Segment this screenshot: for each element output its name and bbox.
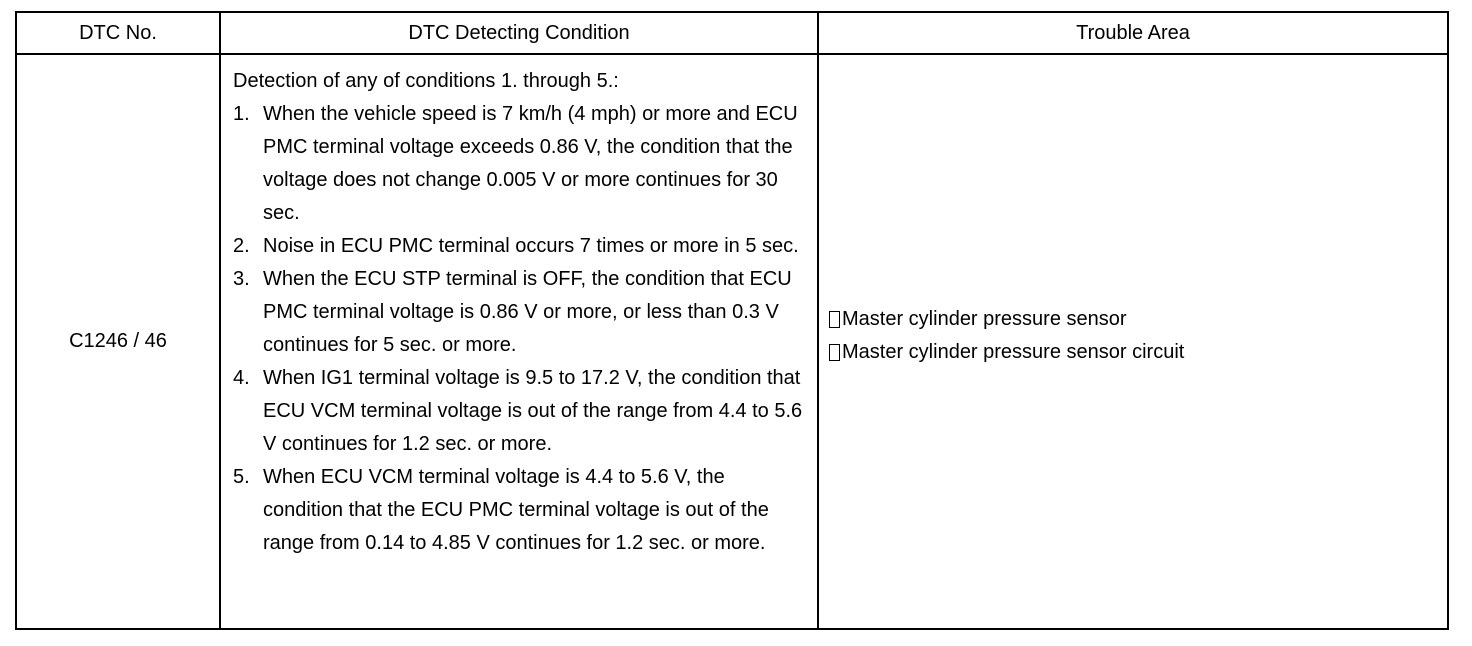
trouble-area-cell — [818, 54, 1448, 629]
trouble-area-item — [829, 303, 1447, 336]
condition-number: 4. — [233, 367, 250, 389]
checkbox-box-icon — [829, 311, 840, 328]
condition-number: 2. — [233, 235, 250, 257]
trouble-area-text: Master cylinder pressure sensor circuit — [842, 340, 1185, 363]
dtc-code-cell: C1246 / 46 — [16, 54, 220, 629]
condition-item — [233, 362, 805, 461]
header-detecting-condition: DTC Detecting Condition — [220, 12, 818, 54]
header-dtc-no: DTC No. — [16, 12, 220, 54]
condition-item — [233, 461, 805, 560]
dtc-table — [15, 11, 1449, 630]
table-body — [16, 54, 1448, 629]
checkbox-box-icon — [829, 344, 840, 361]
trouble-area-list — [829, 303, 1447, 369]
condition-item — [233, 98, 805, 230]
header-row — [16, 12, 1448, 54]
condition-intro: Detection of any of conditions 1. through 5.: — [233, 70, 619, 92]
table-row — [16, 54, 1448, 629]
condition-text: When the ECU STP terminal is OFF, the condition that ECU PMC terminal voltage is 0.86 V or more, or less than 0.3 V continues for 5 sec. or more. — [263, 268, 792, 356]
header-trouble-area: Trouble Area — [818, 12, 1448, 54]
condition-list — [233, 98, 805, 560]
condition-item — [233, 263, 805, 362]
detecting-condition-cell — [220, 54, 818, 629]
condition-number: 3. — [233, 268, 250, 290]
trouble-area-text: Master cylinder pressure sensor — [842, 307, 1127, 330]
trouble-area-item — [829, 336, 1447, 369]
condition-item — [233, 230, 805, 263]
condition-text: When IG1 terminal voltage is 9.5 to 17.2 V, the condition that ECU VCM terminal voltage is out of the range from 4.4 to 5.6 V continues for 1.2 sec. or more. — [263, 367, 803, 455]
condition-text: Noise in ECU PMC terminal occurs 7 times or more in 5 sec. — [263, 235, 799, 257]
condition-number: 1. — [233, 103, 250, 125]
condition-text: When the vehicle speed is 7 km/h (4 mph) or more and ECU PMC terminal voltage exceeds 0.86 V, the condition that the voltage does not change 0.005 V or more continues for 30 sec. — [263, 103, 798, 224]
condition-text: When ECU VCM terminal voltage is 4.4 to 5.6 V, the condition that the ECU PMC terminal voltage is out of the range from 0.14 to 4.85 V continues for 1.2 sec. or more. — [263, 466, 769, 554]
condition-number: 5. — [233, 466, 250, 488]
table-header — [16, 12, 1448, 54]
